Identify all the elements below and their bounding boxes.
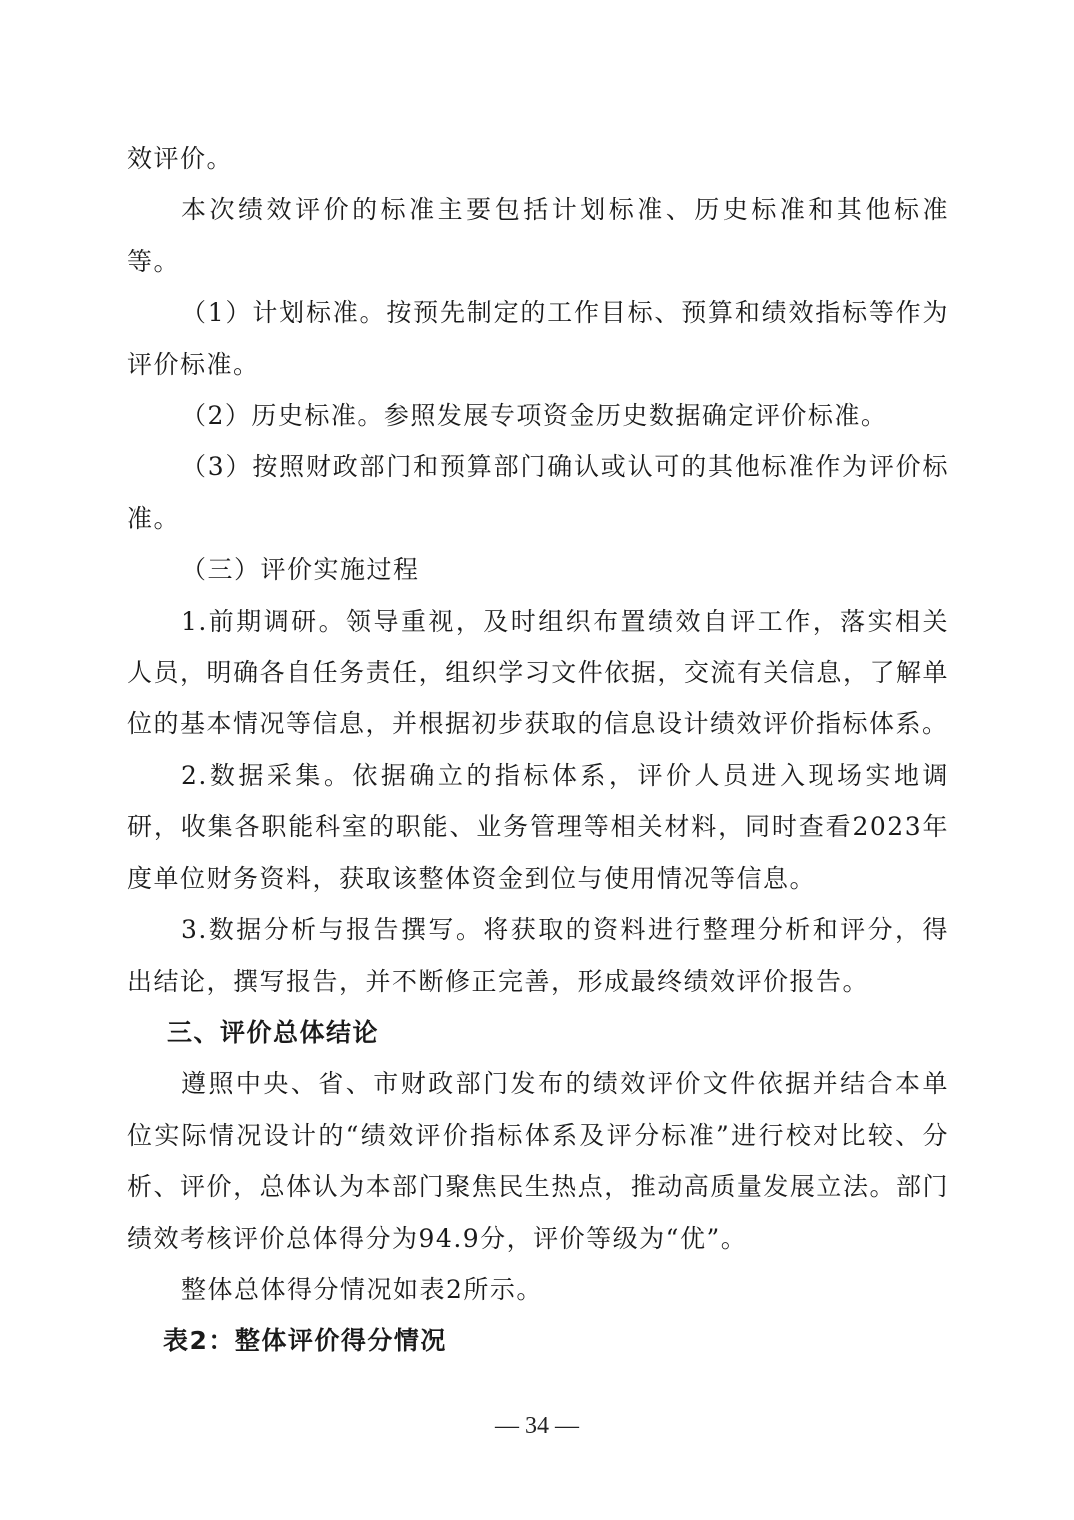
- paragraph-other-standard: （3）按照财政部门和预算部门确认或认可的其他标准作为评价标准。: [127, 452, 949, 533]
- paragraph-data-analysis: 3.数据分析与报告撰写。将获取的资料进行整理分析和评分，得出结论，撰写报告，并不断修正完善，形成最终绩效评价报告。: [127, 915, 949, 996]
- paragraph-data-collection: 2.数据采集。依据确立的指标体系，评价人员进入现场实地调研，收集各职能科室的职能、业务管理等相关材料，同时查看2023年度单位财务资料，获取该整体资金到位与使用情况等信息。: [127, 760, 949, 893]
- document-body: [127, 133, 949, 1367]
- paragraph-score-reference: 整体总体得分情况如表2所示。: [181, 1274, 543, 1304]
- paragraph-preliminary-research: 1.前期调研。领导重视，及时组织布置绩效自评工作，落实相关人员，明确各自任务责任，组织学习文件依据，交流有关信息，了解单位的基本情况等信息，并根据初步获取的信息设计绩效评价指标体系。: [127, 606, 949, 739]
- paragraph-plan-standard: （1）计划标准。按预先制定的工作目标、预算和绩效指标等作为评价标准。: [127, 298, 949, 379]
- paragraph-history-standard: （2）历史标准。参照发展专项资金历史数据确定评价标准。: [181, 401, 888, 431]
- paragraph-continuation: 效评价。: [127, 144, 234, 173]
- paragraph-overall-conclusion: 遵照中央、省、市财政部门发布的绩效评价文件依据并结合本单位实际情况设计的“绩效评价指标体系及评分标准”进行校对比较、分析、评价，总体认为本部门聚焦民生热点，推动高质量发展立法。部门绩效考核评价总体得分为94.9分，评价等级为“优”。: [127, 1069, 949, 1253]
- table-caption: 表2：整体评价得分情况: [163, 1326, 447, 1356]
- paragraph-standards-intro: 本次绩效评价的标准主要包括计划标准、历史标准和其他标准等。: [127, 195, 949, 276]
- page-number: — 34 —: [495, 1413, 579, 1439]
- subheading-implementation-process: （三）评价实施过程: [181, 555, 420, 585]
- section-heading-overall-conclusion: 三、评价总体结论: [167, 1017, 380, 1047]
